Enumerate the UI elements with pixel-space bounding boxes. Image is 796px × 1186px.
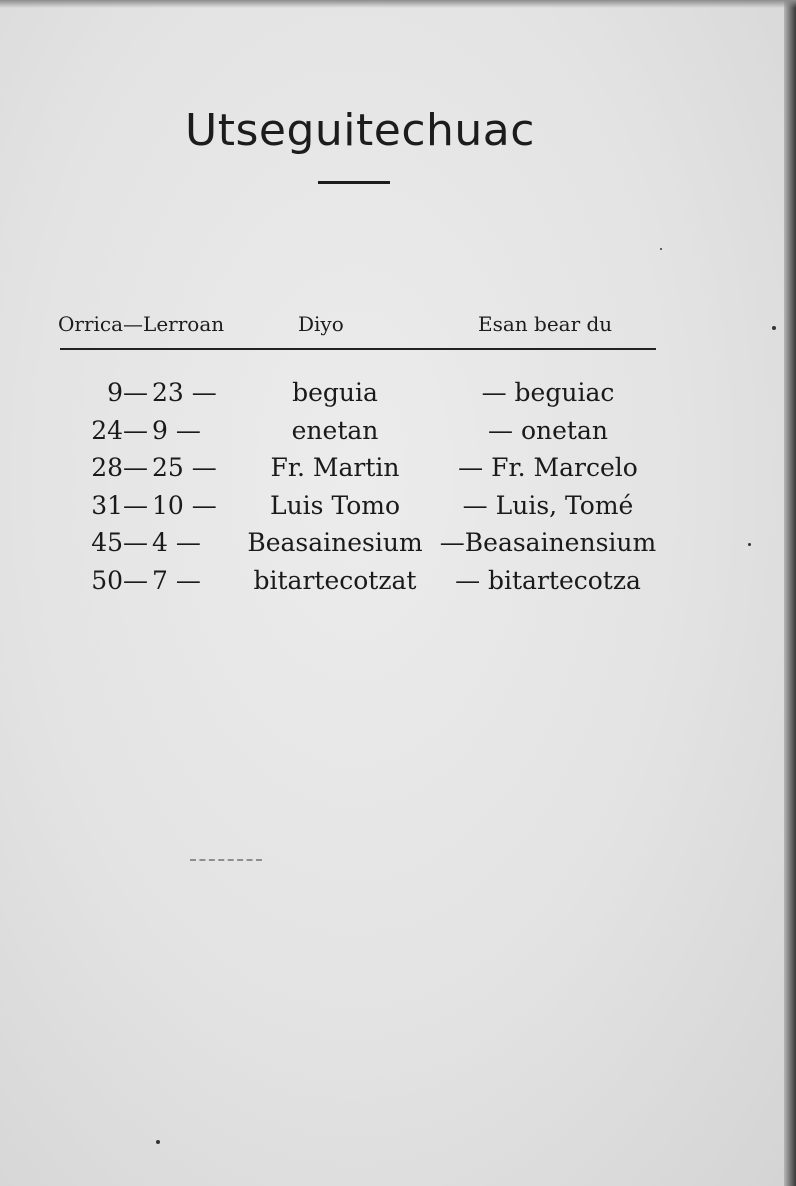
corrected-text: — Luis, Tomé [462, 490, 634, 520]
errata-row [0, 453, 700, 491]
corrected-text: — onetan [488, 415, 608, 445]
errata-row [0, 566, 700, 604]
erroneous-text: bitartecotzat [253, 565, 417, 595]
page-number: 31— [91, 490, 148, 520]
paper-speck [748, 543, 751, 546]
header-page-line: Orrica—Lerroan [58, 312, 225, 336]
page-number: 50— [91, 565, 148, 595]
page-edge [0, 0, 796, 8]
line-number: 4 — [152, 528, 201, 557]
paper-speck [660, 248, 662, 250]
title-underline [318, 181, 390, 184]
erroneous-text: beguia [292, 378, 378, 407]
page-number: 24— [91, 415, 148, 445]
line-number: 9 — [152, 415, 201, 445]
line-number: 23 — [152, 378, 217, 407]
errata-row [0, 528, 700, 566]
erroneous-text: Fr. Martin [270, 453, 400, 482]
paper-speck [156, 1140, 160, 1144]
page-number: 9— [107, 378, 148, 407]
erroneous-text: enetan [291, 415, 379, 445]
corrected-text: —Beasainensium [439, 528, 657, 557]
header-divider [60, 348, 656, 350]
page-number: 45— [91, 528, 148, 557]
page-number: 28— [91, 453, 148, 482]
line-number: 7 — [152, 565, 201, 595]
corrected-text: — bitartecotza [455, 565, 641, 595]
errata-table [0, 378, 700, 603]
errata-row [0, 416, 700, 454]
page-title: Utseguitechuac [185, 105, 535, 156]
header-should-say: Esan bear du [478, 312, 613, 336]
errata-row [0, 491, 700, 529]
line-number: 10 — [152, 490, 217, 520]
line-number: 25 — [152, 453, 217, 482]
corrected-text: — Fr. Marcelo [458, 453, 638, 482]
header-says: Diyo [298, 312, 344, 336]
ink-smudge [190, 859, 262, 862]
corrected-text: — beguiac [481, 378, 615, 407]
page-edge [784, 0, 796, 1186]
paper-speck [772, 326, 776, 330]
erroneous-text: Luis Tomo [269, 490, 401, 520]
errata-row [0, 378, 700, 416]
erroneous-text: Beasainesium [247, 528, 423, 557]
